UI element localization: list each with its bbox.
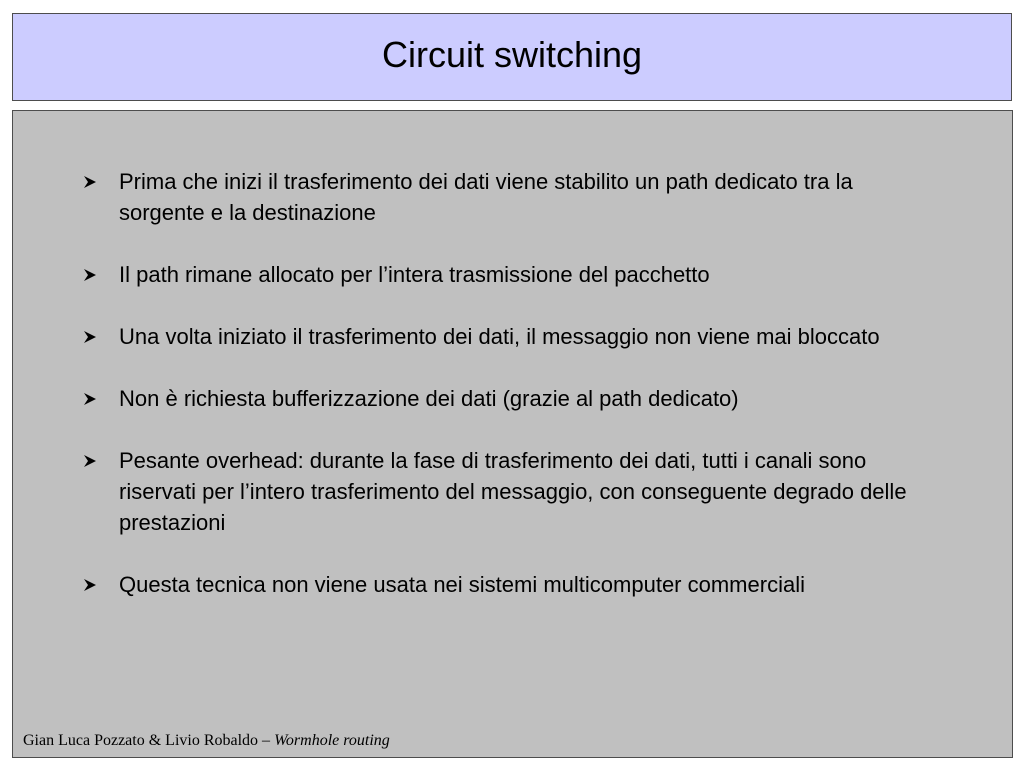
- footer-authors: Gian Luca Pozzato & Livio Robaldo –: [23, 732, 275, 749]
- arrowhead-bullet-icon: [83, 392, 97, 406]
- content-panel: [12, 110, 1013, 758]
- footer-topic: Wormhole routing: [274, 732, 390, 749]
- title-banner: [12, 13, 1012, 101]
- footer: [23, 732, 390, 750]
- bullet-item: [83, 259, 943, 290]
- bullet-text: Una volta iniziato il trasferimento dei dati, il messaggio non viene mai bloccato: [119, 324, 880, 349]
- bullet-text: Il path rimane allocato per l’intera trasmissione del pacchetto: [119, 262, 710, 287]
- bullet-text: Prima che inizi il trasferimento dei dati viene stabilito un path dedicato tra la sorgente e la destinazione: [119, 169, 853, 225]
- bullet-item: [83, 569, 943, 600]
- arrowhead-bullet-icon: [83, 268, 97, 282]
- bullet-list: [83, 166, 943, 631]
- bullet-item: [83, 445, 943, 538]
- bullet-item: [83, 383, 943, 414]
- bullet-item: [83, 166, 943, 228]
- bullet-text: Non è richiesta bufferizzazione dei dati (grazie al path dedicato): [119, 386, 739, 411]
- bullet-text: Pesante overhead: durante la fase di trasferimento dei dati, tutti i canali sono riservati per l’intero trasferimento del messaggio, con conseguente degrado delle prestazioni: [119, 448, 907, 535]
- arrowhead-bullet-icon: [83, 175, 97, 189]
- slide-title: Circuit switching: [381, 34, 643, 75]
- arrowhead-bullet-icon: [83, 330, 97, 344]
- arrowhead-bullet-icon: [83, 578, 97, 592]
- bullet-text: Questa tecnica non viene usata nei sistemi multicomputer commerciali: [119, 572, 805, 597]
- bullet-item: [83, 321, 943, 352]
- arrowhead-bullet-icon: [83, 454, 97, 468]
